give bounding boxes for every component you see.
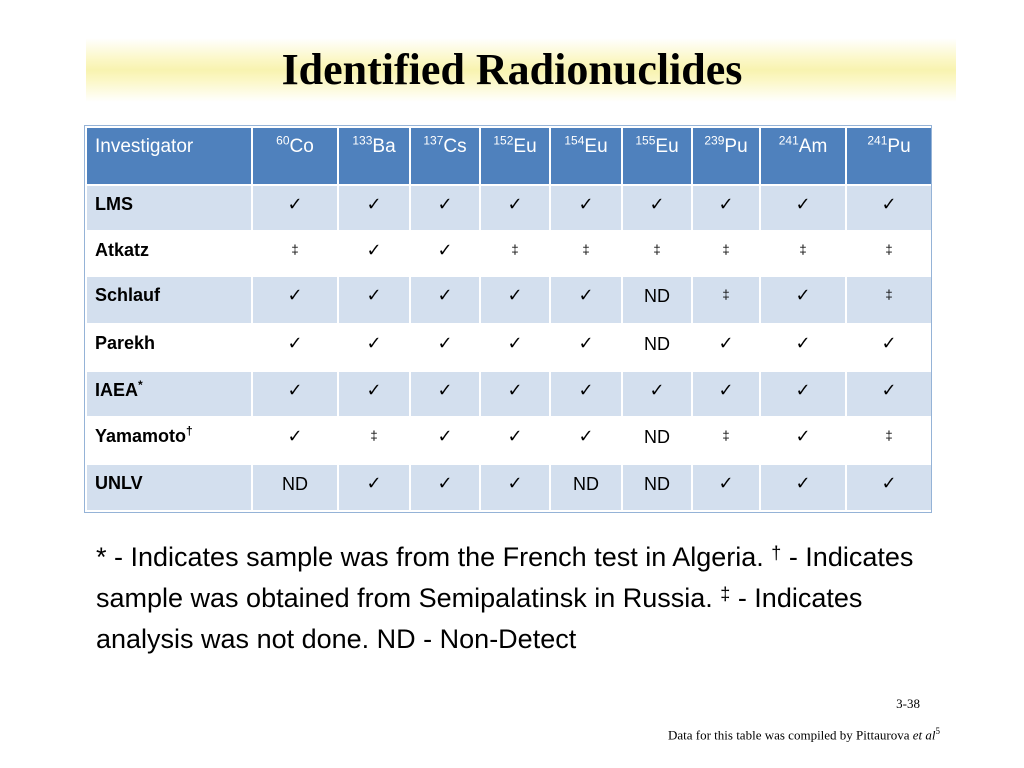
page-number: 3-38 [896,696,920,711]
credit-text: Data for this table was compiled by Pittaurova [667,727,913,743]
footnote-asterisk-text: * - Indicates sample was from the French test in Algeria. [96,542,772,572]
isotope-mass-number: 152 [493,133,514,148]
header-isotope-2 [410,127,480,185]
header-isotope-5 [622,127,692,185]
check-mark-cell: ✓ [692,464,760,511]
check-mark-cell: ✓ [252,324,338,371]
table-row [86,324,932,371]
check-mark-cell: ✓ [480,464,550,511]
slide-title: Identified Radionuclides [281,45,743,94]
header-isotope-3 [480,127,550,185]
check-mark-cell: ✓ [338,324,410,371]
not-analyzed-cell: ‡ [338,417,410,464]
investigator-footnote-mark: † [186,423,193,438]
check-mark-cell: ✓ [410,276,480,323]
check-mark-cell: ✓ [480,371,550,417]
check-mark-cell: ✓ [338,371,410,417]
not-analyzed-cell: ‡ [692,417,760,464]
investigator-name [86,276,252,323]
check-mark-cell: ✓ [550,417,622,464]
isotope-symbol: Co [289,136,314,157]
isotope-mass-number: 137 [423,133,444,148]
check-mark-cell: ✓ [760,417,846,464]
check-mark-cell: ✓ [338,185,410,231]
check-mark-cell: ✓ [846,185,932,231]
check-mark-cell: ✓ [846,324,932,371]
non-detect-cell: ND [622,417,692,464]
check-mark-cell: ✓ [252,417,338,464]
check-mark-cell: ✓ [410,464,480,511]
isotope-symbol: Cs [443,136,467,157]
footnote-dagger-text: - Indicates sample was obtained from Semipalatinsk in Russia. [96,542,914,613]
isotope-mass-number: 241 [867,133,888,148]
check-mark-cell: ✓ [550,324,622,371]
isotope-mass-number: 133 [352,133,373,148]
check-mark-cell: ✓ [338,464,410,511]
investigator-label: IAEA [95,379,139,400]
footnote [96,537,946,660]
check-mark-cell: ✓ [410,185,480,231]
not-analyzed-cell: ‡ [692,231,760,277]
investigator-name [86,324,252,371]
investigator-footnote-mark: * [138,377,143,392]
check-mark-cell: ✓ [410,371,480,417]
check-mark-cell: ✓ [338,276,410,323]
not-analyzed-cell: ‡ [846,231,932,277]
check-mark-cell: ✓ [760,371,846,417]
check-mark-cell: ✓ [480,417,550,464]
header-isotope-0 [252,127,338,185]
check-mark-cell: ✓ [760,324,846,371]
not-analyzed-cell: ‡ [480,231,550,277]
check-mark-cell: ✓ [622,371,692,417]
source-credit [560,726,940,743]
table-row [86,185,932,231]
header-isotope-4 [550,127,622,185]
check-mark-cell: ✓ [550,371,622,417]
not-analyzed-cell: ‡ [550,231,622,277]
non-detect-cell: ND [622,324,692,371]
isotope-symbol: Eu [655,136,679,157]
header-isotope-8 [846,127,932,185]
investigator-label: UNLV [95,472,143,493]
isotope-symbol: Eu [584,136,608,157]
isotope-symbol: Pu [887,136,911,157]
check-mark-cell: ✓ [692,185,760,231]
check-mark-cell: ✓ [338,231,410,277]
credit-reference: 5 [935,726,940,736]
table-row [86,417,932,464]
investigator-label: Yamamoto [95,425,187,446]
footnote-ddagger-text: - Indicates analysis was not done. ND - Non-Detect [96,583,863,654]
header-investigator: Investigator [86,127,252,185]
check-mark-cell: ✓ [410,417,480,464]
check-mark-cell: ✓ [480,185,550,231]
non-detect-cell: ND [550,464,622,511]
check-mark-cell: ✓ [252,371,338,417]
isotope-mass-number: 154 [564,133,585,148]
table-row [86,371,932,417]
table-header-row [86,127,932,185]
isotope-mass-number: 241 [778,133,799,148]
check-mark-cell: ✓ [692,324,760,371]
check-mark-cell: ✓ [410,231,480,277]
radionuclide-table [85,126,933,512]
dagger-symbol: † [771,543,782,563]
investigator-label: Parekh [95,332,156,353]
isotope-mass-number: 239 [704,133,725,148]
check-mark-cell: ✓ [480,324,550,371]
check-mark-cell: ✓ [760,464,846,511]
header-isotope-7 [760,127,846,185]
check-mark-cell: ✓ [846,464,932,511]
double-dagger-symbol: ‡ [720,584,731,604]
check-mark-cell: ✓ [252,185,338,231]
check-mark-cell: ✓ [692,371,760,417]
isotope-mass-number: 60 [276,133,290,148]
check-mark-cell: ✓ [622,185,692,231]
isotope-symbol: Am [798,136,828,157]
non-detect-cell: ND [252,464,338,511]
header-isotope-6 [692,127,760,185]
not-analyzed-cell: ‡ [846,276,932,323]
table-row [86,464,932,511]
not-analyzed-cell: ‡ [846,417,932,464]
investigator-label: LMS [95,194,133,214]
non-detect-cell: ND [622,464,692,511]
check-mark-cell: ✓ [410,324,480,371]
isotope-symbol: Pu [724,136,748,157]
not-analyzed-cell: ‡ [692,276,760,323]
investigator-name [86,464,252,511]
non-detect-cell: ND [622,276,692,323]
credit-etal: et al [912,727,936,743]
investigator-label: Atkatz [95,239,150,260]
investigator-name [86,417,252,464]
check-mark-cell: ✓ [252,276,338,323]
check-mark-cell: ✓ [846,371,932,417]
header-isotope-1 [338,127,410,185]
investigator-name [86,231,252,277]
check-mark-cell: ✓ [760,185,846,231]
table-row [86,231,932,277]
check-mark-cell: ✓ [550,276,622,323]
isotope-symbol: Eu [513,136,537,157]
investigator-label: Schlauf [95,285,161,306]
isotope-mass-number: 155 [635,133,656,148]
not-analyzed-cell: ‡ [252,231,338,277]
investigator-name [86,185,252,231]
isotope-symbol: Ba [372,136,396,157]
not-analyzed-cell: ‡ [622,231,692,277]
check-mark-cell: ✓ [550,185,622,231]
check-mark-cell: ✓ [480,276,550,323]
table-row [86,276,932,323]
check-mark-cell: ✓ [760,276,846,323]
not-analyzed-cell: ‡ [760,231,846,277]
investigator-name [86,371,252,417]
